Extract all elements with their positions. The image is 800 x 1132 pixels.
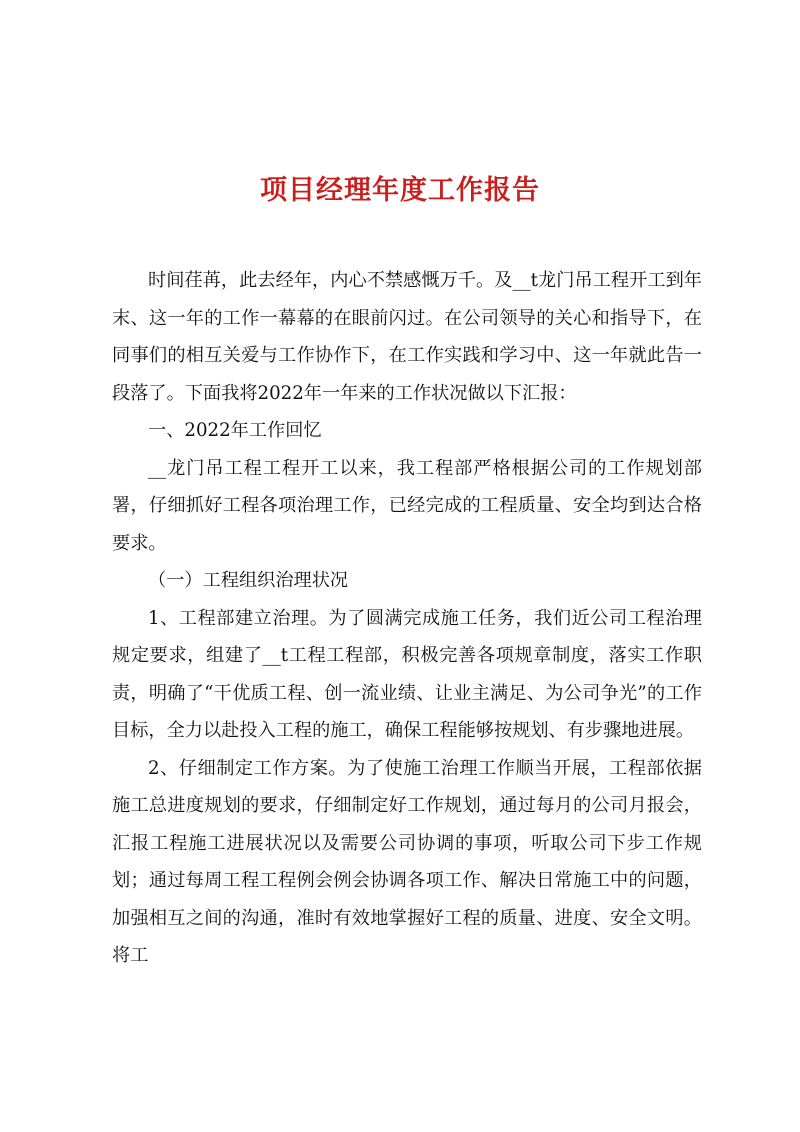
subsection-1-heading: （一）工程组织治理状况	[148, 570, 349, 591]
document-body	[112, 262, 702, 975]
intro-paragraph: 时间荏苒，此去经年，内心不禁感慨万千。及__t龙门吊工程开工到年末、这一年的工作一幕幕的在眼前闪过。在公司领导的关心和指导下，在同事们的相互关爱与工作协作下，在工作实践和学习中、这一年就此告一段落了。下面我将2022年一年来的工作状况做以下汇报：	[112, 270, 702, 404]
item-1-paragraph: 1、工程部建立治理。为了圆满完成施工任务，我们近公司工程治理规定要求，组建了__t工程工程部，积极完善各项规章制度，落实工作职责，明确了“干优质工程、创一流业绩、让业主满足、为公司争光”的工作目标，全力以赴投入工程的施工，确保工程能够按规划、有步骤地进展。	[112, 607, 702, 741]
item-2-paragraph: 2、仔细制定工作方案。为了使施工治理工作顺当开展，工程部依据施工总进度规划的要求，仔细制定好工作规划，通过每月的公司月报会，汇报工程施工进展状况以及需要公司协调的事项，听取公司下步工作规划；通过每周工程工程例会例会协调各项工作、解决日常施工中的问题，加强相互之间的沟通，准时有效地掌握好工程的质量、进度、安全文明。将工	[112, 757, 702, 966]
section-1-paragraph: __龙门吊工程工程开工以来，我工程部严格根据公司的工作规划部署，仔细抓好工程各项治理工作，已经完成的工程质量、安全均到达合格要求。	[112, 457, 702, 554]
document-title: 项目经理年度工作报告	[260, 175, 540, 206]
section-1-heading: 一、2022年工作回忆	[148, 420, 322, 441]
